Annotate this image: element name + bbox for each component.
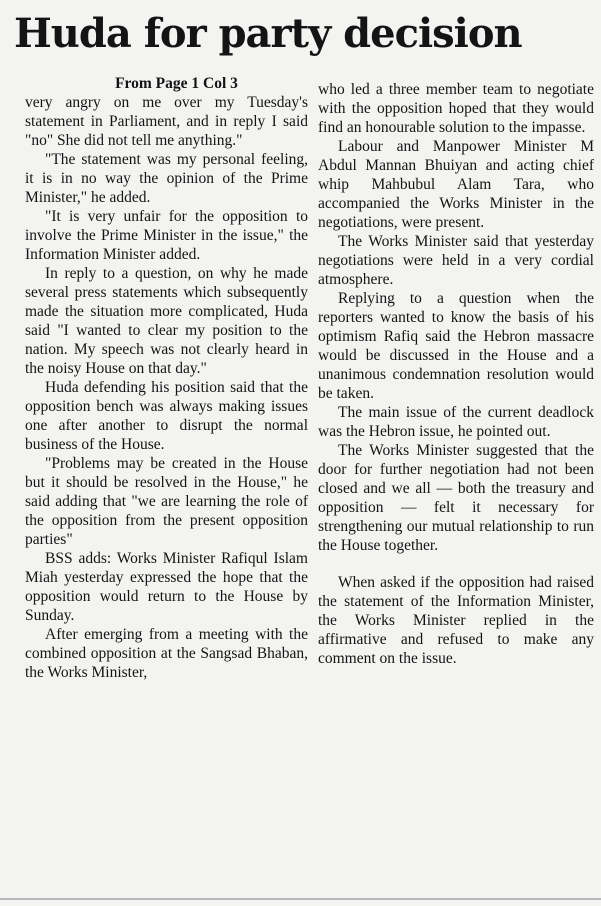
bottom-rule — [0, 898, 601, 900]
paragraph: The Works Minister suggested that the door for further negotiation had not been closed and we all — both the treasury and opposition — felt it necessary for strengthening our mutual relationship to run the House together. — [318, 442, 594, 554]
headline: Huda for party decision — [14, 10, 522, 57]
paragraph: The Works Minister said that yesterday negotiations were held in a very cordial atmosphere. — [318, 233, 594, 288]
paragraph: "Problems may be created in the House but it should be resolved in the House," he said adding that "we are learning the role of the opposition from the present opposition parties" — [25, 455, 308, 548]
paragraph: very angry on me over my Tuesday's statement in Parliament, and in reply I said "no" She did not tell me anything." — [25, 94, 308, 149]
paragraph: BSS adds: Works Minister Rafiqul Islam Miah yesterday expressed the hope that the opposition would return to the House by Sunday. — [25, 550, 308, 624]
paragraph: The main issue of the current deadlock was the Hebron issue, he pointed out. — [318, 404, 594, 440]
right-column — [318, 80, 594, 668]
paragraph: who led a three member team to negotiate with the opposition hoped that they would find an honourable solution to the impasse. — [318, 81, 594, 136]
dateline: From Page 1 Col 3 — [115, 75, 238, 92]
paragraph: Huda defending his position said that the opposition bench was always making issues one after another to disrupt the normal business of the House. — [25, 379, 308, 453]
paragraph: Labour and Manpower Minister M Abdul Mannan Bhuiyan and acting chief whip Mahbubul Alam Tara, who accompanied the Works Minister in the negotiations, were present. — [318, 138, 594, 231]
paragraph: "The statement was my personal feeling, it is in no way the opinion of the Prime Minister," he added. — [25, 151, 308, 206]
paragraph: After emerging from a meeting with the combined opposition at the Sangsad Bhaban, the Works Minister, — [25, 626, 308, 681]
paragraph: Replying to a question when the reporters wanted to know the basis of his optimism Rafiq said the Hebron massacre would be discussed in the House and a unanimous condemnation resolution would be taken. — [318, 290, 594, 402]
paragraph: "It is very unfair for the opposition to involve the Prime Minister in the issue," the Information Minister added. — [25, 208, 308, 263]
paragraph: When asked if the opposition had raised the statement of the Information Minister, the Works Minister replied in the affirmative and refused to make any comment on the issue. — [318, 574, 594, 667]
left-column — [25, 74, 308, 682]
paragraph: In reply to a question, on why he made several press statements which subsequently made the situation more complicated, Huda said "I wanted to clear my position to the nation. My speech was not clearly heard in the noisy House on that day." — [25, 265, 308, 377]
